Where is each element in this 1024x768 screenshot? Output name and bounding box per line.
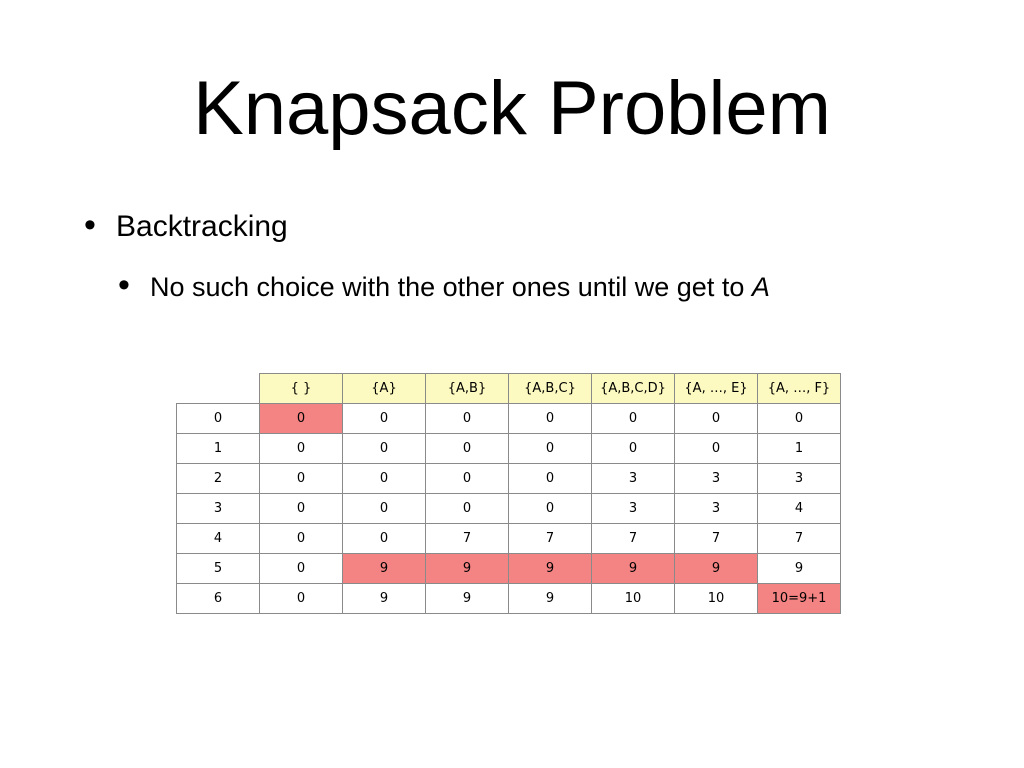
table-row xyxy=(177,584,841,614)
table-cell: 0 xyxy=(509,494,592,524)
table-body xyxy=(177,404,841,614)
table-cell: 9 xyxy=(343,554,426,584)
column-header: {A,B} xyxy=(426,374,509,404)
table-row xyxy=(177,524,841,554)
table-cell: 9 xyxy=(426,554,509,584)
table-row xyxy=(177,464,841,494)
table-cell: 10=9+1 xyxy=(758,584,841,614)
table-cell: 1 xyxy=(758,434,841,464)
table-cell: 0 xyxy=(675,404,758,434)
sub-bullet-no-such-choice xyxy=(118,268,770,303)
table-cell: 0 xyxy=(592,434,675,464)
bullet-dot-icon: • xyxy=(118,266,130,304)
table-cell: 9 xyxy=(509,584,592,614)
table-row xyxy=(177,494,841,524)
column-header: {A,B,C} xyxy=(509,374,592,404)
table-cell: 0 xyxy=(509,404,592,434)
column-header: {A, …, E} xyxy=(675,374,758,404)
knapsack-table xyxy=(176,373,841,614)
table-cell: 0 xyxy=(509,434,592,464)
table-corner-cell xyxy=(177,374,260,404)
table-cell: 9 xyxy=(592,554,675,584)
table-row xyxy=(177,554,841,584)
bullet-dot-icon: • xyxy=(84,206,96,244)
table-cell: 0 xyxy=(260,494,343,524)
sub-bullet-prefix: No such choice with the other ones until we get to xyxy=(150,272,752,302)
sub-bullet-text xyxy=(150,272,770,303)
table-cell: 7 xyxy=(675,524,758,554)
bullet-text: Backtracking xyxy=(116,210,288,243)
table-row xyxy=(177,434,841,464)
table-cell: 0 xyxy=(260,404,343,434)
row-header: 4 xyxy=(177,524,260,554)
column-header: {A,B,C,D} xyxy=(592,374,675,404)
table-cell: 7 xyxy=(592,524,675,554)
table-cell: 0 xyxy=(260,554,343,584)
row-header: 0 xyxy=(177,404,260,434)
row-header: 5 xyxy=(177,554,260,584)
slide-title: Knapsack Problem xyxy=(193,66,831,151)
table-cell: 7 xyxy=(758,524,841,554)
table-cell: 0 xyxy=(426,464,509,494)
sub-bullet-variable: A xyxy=(751,272,770,302)
row-header: 3 xyxy=(177,494,260,524)
table-cell: 3 xyxy=(675,464,758,494)
table-cell: 7 xyxy=(509,524,592,554)
column-header: {A, …, F} xyxy=(758,374,841,404)
table-cell: 0 xyxy=(426,404,509,434)
table-cell: 9 xyxy=(343,584,426,614)
table-cell: 0 xyxy=(426,434,509,464)
table-cell: 3 xyxy=(592,464,675,494)
table-cell: 0 xyxy=(343,434,426,464)
table-cell: 0 xyxy=(675,434,758,464)
table-row xyxy=(177,404,841,434)
table-cell: 3 xyxy=(592,494,675,524)
row-header: 1 xyxy=(177,434,260,464)
table-cell: 0 xyxy=(592,404,675,434)
table-cell: 0 xyxy=(343,494,426,524)
table-cell: 0 xyxy=(260,464,343,494)
row-header: 2 xyxy=(177,464,260,494)
table-cell: 0 xyxy=(343,404,426,434)
column-header: { } xyxy=(260,374,343,404)
table-cell: 0 xyxy=(260,584,343,614)
table-cell: 0 xyxy=(426,494,509,524)
table-cell: 0 xyxy=(509,464,592,494)
table-header-row xyxy=(177,374,841,404)
table-cell: 0 xyxy=(260,434,343,464)
table-cell: 0 xyxy=(343,524,426,554)
table-cell: 9 xyxy=(675,554,758,584)
table-cell: 3 xyxy=(758,464,841,494)
table-cell: 4 xyxy=(758,494,841,524)
table-cell: 0 xyxy=(343,464,426,494)
table-cell: 9 xyxy=(758,554,841,584)
table-cell: 3 xyxy=(675,494,758,524)
table-cell: 7 xyxy=(426,524,509,554)
table-cell: 10 xyxy=(675,584,758,614)
bullet-backtracking xyxy=(84,208,288,244)
table-cell: 0 xyxy=(260,524,343,554)
table-cell: 10 xyxy=(592,584,675,614)
table-cell: 9 xyxy=(509,554,592,584)
table-cell: 0 xyxy=(758,404,841,434)
table-cell: 9 xyxy=(426,584,509,614)
column-header: {A} xyxy=(343,374,426,404)
row-header: 6 xyxy=(177,584,260,614)
